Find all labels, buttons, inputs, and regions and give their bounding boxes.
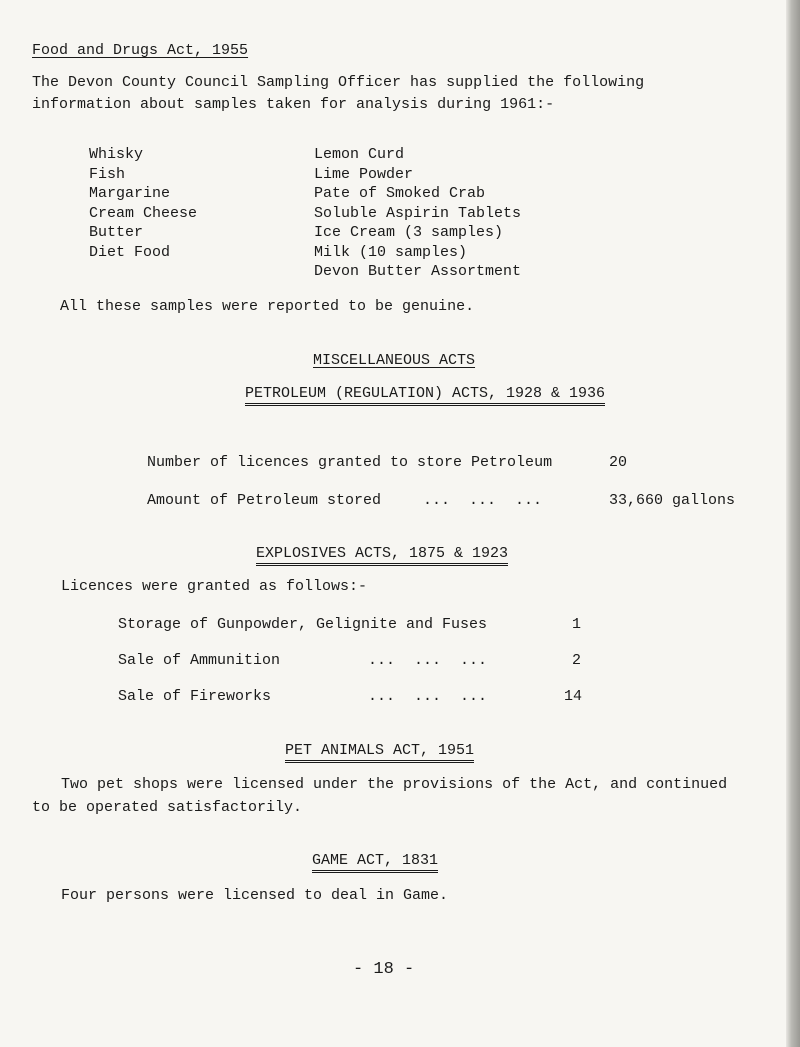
pet-animals-line-2: to be operated satisfactorily.	[32, 799, 303, 816]
petroleum-licences-value: 20	[609, 454, 628, 471]
samples-right-column	[314, 145, 521, 282]
explosives-fireworks-value: 14	[564, 688, 583, 705]
samples-left-column	[89, 145, 197, 262]
game-act-text: Four persons were licensed to deal in Game.	[61, 887, 449, 904]
sample-item: Ice Cream (3 samples)	[314, 224, 504, 241]
sample-item: Milk (10 samples)	[314, 243, 468, 261]
explosives-heading: EXPLOSIVES ACTS, 1875 & 1923	[256, 545, 508, 566]
sample-item: Whisky	[89, 146, 144, 163]
petroleum-amount-value: 33,660 gallons	[609, 492, 736, 509]
genuine-note: All these samples were reported to be genuine.	[60, 298, 475, 315]
explosives-intro: Licences were granted as follows:-	[61, 578, 368, 595]
sample-item: Pate of Smoked Crab	[314, 185, 486, 202]
intro-line-1: The Devon County Council Sampling Officer has supplied the following	[32, 74, 645, 91]
explosives-ammunition-value: 2	[572, 652, 582, 669]
leader-dots: ... ... ...	[368, 688, 488, 705]
sample-item: Margarine	[89, 185, 171, 202]
sample-item: Cream Cheese	[89, 204, 198, 222]
misc-acts-heading: MISCELLANEOUS ACTS	[313, 352, 476, 369]
petroleum-heading: PETROLEUM (REGULATION) ACTS, 1928 & 1936	[245, 385, 605, 406]
page-header: Food and Drugs Act, 1955	[32, 42, 249, 59]
pet-animals-line-1: Two pet shops were licensed under the provisions of the Act, and continued	[61, 776, 728, 793]
page-number: - 18 -	[353, 960, 415, 979]
sample-item: Devon Butter Assortment	[314, 263, 522, 280]
sample-item: Lime Powder	[314, 165, 414, 183]
explosives-storage-label: Storage of Gunpowder, Gelignite and Fuses	[118, 616, 488, 633]
explosives-fireworks-label: Sale of Fireworks	[118, 688, 272, 705]
petroleum-licences-label: Number of licences granted to store Petroleum	[147, 454, 553, 471]
sample-item: Lemon Curd	[314, 146, 405, 163]
leader-dots: ... ... ...	[368, 652, 488, 669]
pet-animals-heading: PET ANIMALS ACT, 1951	[285, 742, 474, 763]
page-edge-shadow	[786, 0, 800, 1047]
sample-item: Butter	[89, 224, 144, 241]
sample-item: Soluble Aspirin Tablets	[314, 204, 522, 222]
sample-item: Diet Food	[89, 243, 171, 261]
game-act-heading: GAME ACT, 1831	[312, 852, 438, 873]
sample-item: Fish	[89, 165, 126, 183]
leader-dots: ... ... ...	[423, 492, 543, 509]
explosives-ammunition-label: Sale of Ammunition	[118, 652, 281, 669]
intro-line-2: information about samples taken for analysis during 1961:-	[32, 96, 555, 113]
petroleum-amount-label: Amount of Petroleum stored	[147, 492, 382, 509]
explosives-storage-value: 1	[572, 616, 582, 633]
